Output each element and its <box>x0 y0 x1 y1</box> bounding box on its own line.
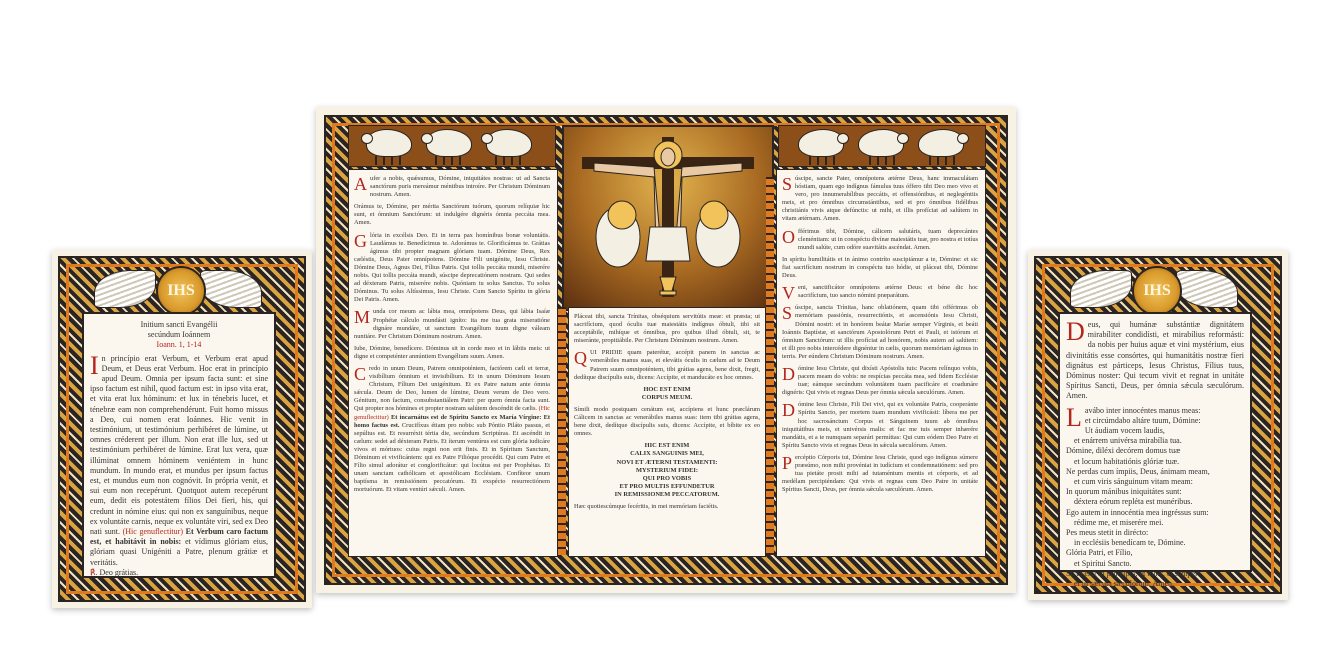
psalm-line: Sicut erat in princípio, et nunc, et semper: <box>1066 568 1200 578</box>
lamb-icon <box>858 129 904 157</box>
crucifixion-panel <box>562 125 774 311</box>
lamb-icon <box>426 129 472 157</box>
psalm-line: et enárrem univérsa mirabília tua. <box>1074 436 1182 446</box>
center-right-text: Súscipe, sancte Pater, omnípotens ætérne Deus, hanc immaculátam hóstiam, quam ego indígnus fámulus tuus óffero tibi Deo meo vivo et vero, pro innumerabílibus peccátis, et offensiónibus, et neglegéntiis meis, et pro ómnibus circumstántibus, sed et pro ómnibus fidélibus christiánis vivis atque defúnctis: ut mihi, et illis profíciat ad salútem in vitam ætérnam. Amen. Offérimus tibi, Dómine, cálicem salutáris, tuam deprecántes cleméntiam: ut in conspéctu divínæ maiestátis tuæ, pro nostra et totíus mundi salúte, cum odóre suavitátis ascéndat. Amen. In spíritu humilitátis et in ánimo contríto suscipiámur a te, Dómine: et sic fiat sacrifícium nostrum in conspéctu tuo hódie, ut pláceat tibi, Dómine Deus. Veni, sanctificátor omnípotens ætérne Deus: et béne dic hoc sacrifícium, tuo sancto nómini præparátum. Súscipe, sancta Trínitas, hanc oblatiónem, quam tibi offérimus ob memóriam passiónis, resurrectiónis, et ascensiónis Iesu Christi, Dómini nostri: et in honórem beátæ Maríæ semper Vírginis, et beáti Ioánnis Baptístæ, et sanctórum Apostolórum Petri et Pauli, et istórum et ómnium Sanctórum: ut illis profíciat ad honórem, nobis autem ad salútem: et illi pro nobis intercédere dignéntur in cælis, quorum memóriam ágimus in terris. Per eúndem Christum Dóminum nostrum. Amen. Dómine Iesu Christe, qui dixísti Apóstolis tuis: Pacem relínquo vobis, pacem meam do vobis: ne respícias peccáta mea, sed fidem Ecclésiæ tuæ; eámque secúndum voluntátem tuam pacificáre et coadunáre dignéris: Qui vivis et regnas Deus per ómnia sǽcula sæculórum. Amen. Dómine Iesu Christe, Fili Dei vivi, qui ex voluntáte Patris, cooperánte Spíritu Sancto, per mortem tuam mundum vivificásti: líbera me per hoc sacrosánctum Corpus et Sánguinem tuum ab ómnibus iniquitátibus meis, et univérsis malis: et fac me tuis semper inhærére mandátis, et a te numquam separári permíttas: Qui cum eódem Deo Patre et Spíritu Sancto vivis et regnas Deus in sǽcula sæculórum. Amen. Percéptio Córporis tui, Dómine Iesu Christe, quod ego indígnus súmere præsúmo, non mihi provéniat in iudícium et condemnatiónem: sed pro tua pietáte prosit mihi ad tutaméntum mentis et córporis, et ad medélam percipiéndam: Qui vivis et regnas cum Deo Patre in unitáte Spíritus Sancti, Deus, per ómnia sǽcula sæculórum. Amen. <box>782 174 978 494</box>
psalm-line: et cum viris sánguinum vitam meam: <box>1074 477 1193 487</box>
right-altar-card <box>1028 250 1288 600</box>
column-divider <box>766 177 774 555</box>
psalm-line: et Spirítui Sancto. <box>1074 558 1132 568</box>
ihs-monogram: IHS <box>167 282 195 299</box>
psalm-line: Ut áudiam vocem laudis, <box>1084 426 1165 436</box>
center-altar-card <box>316 107 1016 593</box>
consecration-chalice: HIC EST ENIM CALIX SANGUINIS MEI, NOVI ET ÆTERNI TESTAMENTI: MYSTERIUM FIDEI: QUI PRO VOBIS ET PRO MULTIS EFFUNDETUR IN REMISSIONEM PECCATORUM. <box>614 442 720 498</box>
psalm-line: et locum habitatiónis glóriæ tuæ. <box>1074 456 1180 466</box>
psalm-line: et in sǽcula sæculórum. Amen. <box>1074 579 1174 589</box>
lavabo-psalm: L avábo inter innocéntes manus meas: et circúmdabo altáre tuum, Dómine: Ut áudiam vocem laudis, et enárrem univérsa mirabília tua. Dómine, diléxi decórem domus tuæ et locum habitatiónis glóriæ tuæ. Ne perdas cum ímpiis, Deus, ánimam meam, et cum viris sánguinum vitam meam: In quorum mánibus iniquitátes sunt: déxtera eórum repléta est munéribus. Ego autem in innocéntia mea ingréssus sum: rédime me, et miserére mei. Pes meus stetit in dirécto: in ecclésiis benedícam te, Dómine. Glória Patri, et Fílio, et Spirítui Sancto. Sicut erat in princípio, et nunc, et semper: et in sǽcula sæculórum. Amen. <box>1066 406 1244 590</box>
psalm-line: et circúmdabo altáre tuum, Dómine: <box>1084 415 1201 425</box>
psalm-line: rédime me, et miserére mei. <box>1074 517 1164 527</box>
center-middle-text: Pláceat tibi, sancta Trínitas, obséquium servitútis meæ: et præsta; ut sacrifícium, quod óculis tuæ maiestátis indígnus óbtuli, tibi sit acceptábile, mihíque et ómnibus, pro quibus illud óbtuli, sit, te miseránte, propitiábile. Per Christum Dóminum nostrum. Amen. QUI PRIDIE quam paterétur, accépit panem in sanctas ac venerábiles manus suas, et elevátis óculis in cælum ad te Deum Patrem suum omnipoténtem, tibi grátias agens, bene dixit, fregit, dedítque discípulis suis, dicens: Accípite, et manducáte ex hoc omnes. HOC EST ENIM CORPUS MEUM. Símili modo postquam cenátum est, accípiens et hunc præclárum Cálicem in sanctas ac venerábiles manus suas: item tibi grátias agens, bene dixit, dedítque discípulis suis, dicens: Accípite, et bíbite ex eo omnes. HIC EST ENIM CALIX SANGUINIS MEI, NOVI ET ÆTERNI TESTAMENTI: MYSTERIUM FIDEI: QUI PRO VOBIS ET PRO MULTIS EFFUNDETUR IN REMISSIONEM PECCATORUM. Hæc quotiescúmque fecéritis, in mei memóriam faciétis. <box>574 313 760 510</box>
psalm-line: In quorum mánibus iniquitátes sunt: <box>1066 487 1182 497</box>
consecration-host: HOC EST ENIM CORPUS MEUM. <box>641 385 693 401</box>
psalm-line: avábo inter innocéntes manus meas: <box>1084 405 1201 415</box>
ihs-monogram: IHS <box>1143 282 1171 299</box>
crucifix-icon <box>564 127 772 309</box>
psalm-line: Ego autem in innocéntia mea ingréssus sum: <box>1066 507 1209 517</box>
gospel-reference: Ioann. 1, 1-14 <box>156 340 202 350</box>
left-card-text <box>90 320 268 582</box>
psalm-line: in ecclésiis benedícam te, Dómine. <box>1074 538 1186 548</box>
gospel-paragraph: In princípio erat Verbum, et Verbum erat apud Deum, et Deus erat Verbum. Hoc erat in princípio apud Deum. Omnia per ipsum facta sunt: et sine ipso factum est nihil, quod factum est: in ipso vita erat, et vita erat lux hóminum: et lux in ténebris lucet, et ténebræ eam non comprehendérunt. Fuit homo missus a Deo, cui nomen erat Ioánnes. Hic venit in testimónium, ut testimónium perhibéret de lúmine, ut omnes créderent per illum. Non erat ille lux, sed ut testimónium perhibéret de lúmine. Erat lux vera, quæ illúminat omnem hóminem veniéntem in hunc mundum. In mundo erat, et mundus per ipsum factus est, et mundus eum non cognóvit. In própria venit, et sui eum non recepérunt. Quotquot autem recepérunt eum, dedit eis potestátem fílios Dei fíeri, his, qui credunt in nómine eius: qui non ex sanguínibus, neque ex voluntáte carnis, neque ex voluntáte viri, sed ex Deo nati sunt. (Hic genuflectitur) Et Verbum caro factum est, et habitávit in nobis: et vídimus glóriam eius, glóriam quasi Unigéniti a Patre, plenum grátiæ et veritátis. ℟. Deo grátias. <box>90 350 269 577</box>
psalm-line: Pes meus stetit in dirécto: <box>1066 528 1149 538</box>
lamb-icon <box>918 129 964 157</box>
ihs-medallion <box>1132 266 1182 316</box>
lamb-icon <box>366 129 412 157</box>
ihs-medallion <box>156 266 206 316</box>
psalm-line: déxtera eórum repléta est munéribus. <box>1074 497 1193 507</box>
lamb-icon <box>798 129 844 157</box>
right-card-text: Deus, qui humánæ substántiæ dignitátem mirabíliter condidísti, et mirabílius reformásti: da nobis per huius aquæ et vini mystérium, eius divinitátis esse consórtes, qui humanitátis nostræ fíeri dignátus est párticeps, Iesus Christus, Fílius tuus, Dóminus noster: Qui tecum vivit et regnat in unitáte Spíritus Sancti, Deus, per ómnia sǽcula sæculórum. Amen. L avábo inter innocéntes manus meas: et circúmdabo altáre tuum, Dómine: Ut áudiam vocem laudis, et enárrem univérsa mirabília tua. Dómine, diléxi decórem domus tuæ et locum habitatiónis glóriæ tuæ. Ne perdas cum ímpiis, Deus, ánimam meam, et cum viris sánguinum vitam meam: In quorum mánibus iniquitátes sunt: déxtera eórum repléta est munéribus. Ego autem in innocéntia mea ingréssus sum: rédime me, et miserére mei. Pes meus stetit in dirécto: in ecclésiis benedícam te, Dómine. Glória Patri, et Fílio, et Spirítui Sancto. Sicut erat in princípio, et nunc, et semper: et in sǽcula sæculórum. Amen. <box>1066 317 1244 589</box>
gospel-heading: Initium sancti Evangélii secúndum Ioánnem Ioann. 1, 1-14 <box>90 320 268 351</box>
psalm-line: Ne perdas cum ímpiis, Deus, ánimam meam, <box>1066 466 1210 476</box>
center-left-text: Aufer a nobis, quǽsumus, Dómine, iniquitátes nostras: ut ad Sancta sanctórum puris mereámur méntibus introíre. Per Christum Dóminum nostrum. Amen. Orámus te, Dómine, per mérita Sanctórum tuórum, quorum relíquiæ hic sunt, et ómnium Sanctórum: ut indulgére dignéris ómnia peccáta mea. Amen. Glória in excélsis Deo. Et in terra pax homínibus bonæ voluntátis. Laudámus te. Benedícimus te. Adorámus te. Glorificámus te. Grátias ágimus tibi propter magnam glóriam tuam. Dómine Deus, Rex cæléstis, Deus Pater omnípotens. Dómine Fili unigénite, Iesu Christe. Dómine Deus, Agnus Dei, Fílius Patris. Qui tollis peccáta mundi, miserére nobis. Qui tollis peccáta mundi, súscipe deprecatiónem nostram. Qui sedes ad déxteram Patris, miserére nobis. Quóniam tu solus Sanctus. Tu solus Dóminus. Tu solus Altíssimus, Iesu Christe. Cum Sancto Spíritu in glória Dei Patris. Amen. Munda cor meum ac lábia mea, omnípotens Deus, qui lábia Isaíæ Prophétæ cálculo mundásti igníto: ita me tua grata miseratióne dignáre mundáre, ut sanctum Evangélium tuum digne váleam nuntiáre. Per Christum Dóminum nostrum. Amen. Iube, Dómine, benedícere. Dóminus sit in corde meo et in lábiis meis: ut digne et competénter annúntiem Evangélium suum. Amen. Credo in unum Deum, Patrem omnipoténtem, factórem cæli et terræ, visibílium ómnium et invisibílium. Et in unum Dóminum Iesum Christum, Fílium Dei unigénitum. Et ex Patre natum ante ómnia sǽcula. Deum de Deo, lumen de lúmine, Deum verum de Deo vero. Génitum, non factum, consubstantiálem Patri: per quem ómnia facta sunt. Qui propter nos hómines et propter nostram salútem descéndit de cælis. (Hic genuflectitur) Et incarnátus est de Spíritu Sancto ex María Vírgine: Et homo factus est. Crucifíxus étiam pro nobis: sub Póntio Piláto passus, et sepúltus est. Et resurréxit tértia die, secúndum Scriptúras. Et ascéndit in cælum: sedet ad déxteram Patris. Et íterum ventúrus est cum glória iudicáre vivos et mórtuos: cuius regni non erit finis. Et in Spíritum Sanctum, Dóminum et vivificántem: qui ex Patre Filióque procédit. Qui cum Patre et Fílio simul adorátur et conglorificátur: qui locútus est per Prophétas. Et unam sanctam cathólicam et apostólicam Ecclésiam. Confíteor unum baptísma in remissiónem peccatórum. Et exspécto resurrectiónem mortuórum. Et vitam ventúri sǽculi. Amen. <box>354 174 550 494</box>
psalm-line: Glória Patri, et Fílio, <box>1066 548 1133 558</box>
psalm-line: Dómine, diléxi decórem domus tuæ <box>1066 446 1181 456</box>
column-divider <box>558 307 566 555</box>
left-altar-card <box>52 250 312 608</box>
lamb-icon <box>486 129 532 157</box>
